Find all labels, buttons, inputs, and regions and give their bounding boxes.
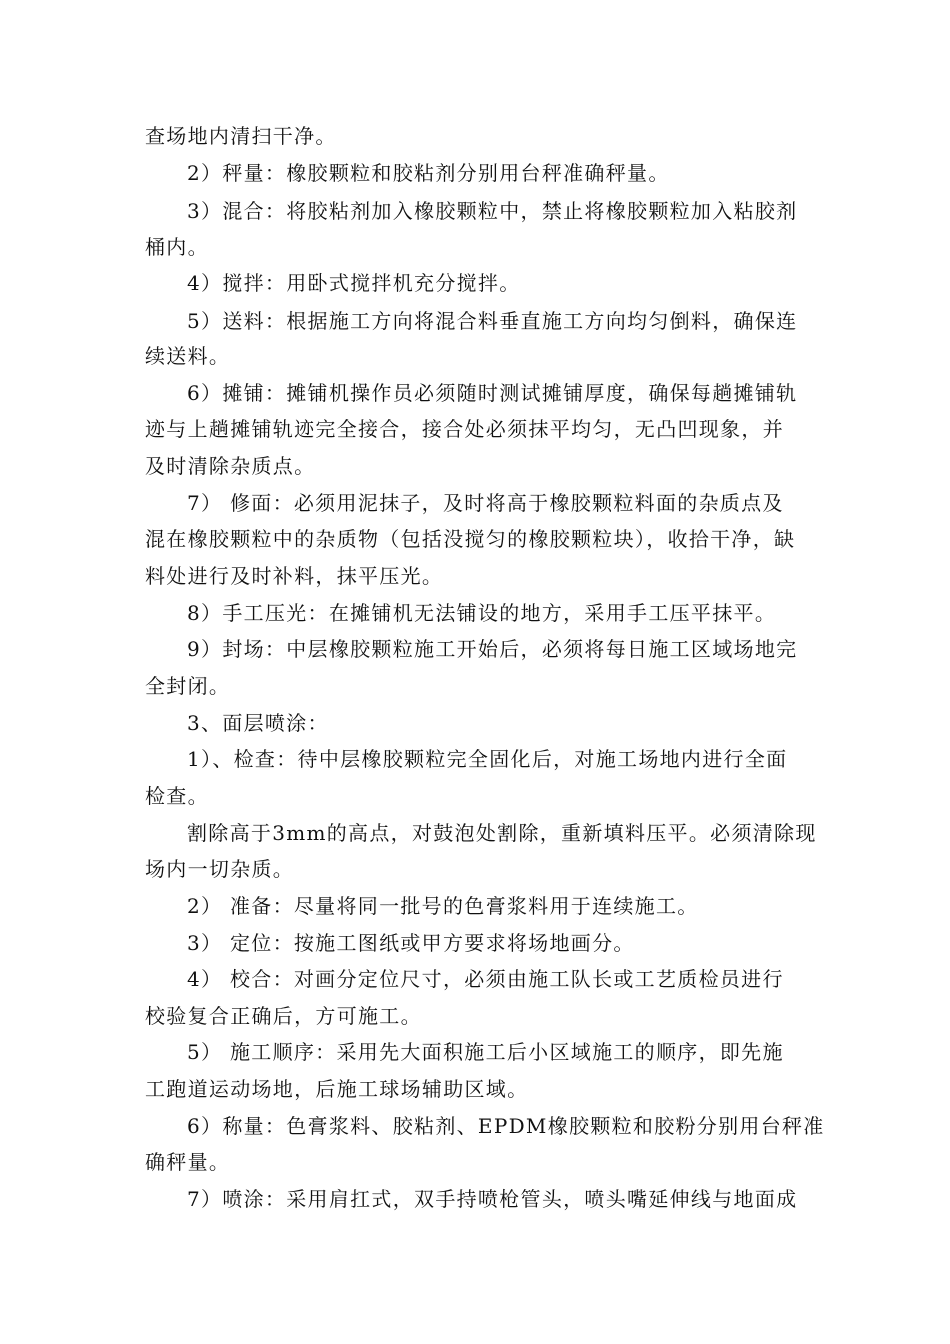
text-line: 及时清除杂质点。 [145,454,316,478]
text-line: 桶内。 [145,235,209,259]
text-line: 割除高于3mm的高点，对鼓泡处割除，重新填料压平。必须清除现 [187,821,817,845]
text-line: 3、面层喷涂： [187,711,329,735]
text-line: 2）秤量：橡胶颗粒和胶粘剂分别用台秤准确秤量。 [187,161,670,185]
text-line: 4） 校合：对画分定位尺寸，必须由施工队长或工艺质检员进行 [187,967,784,991]
text-line: 混在橡胶颗粒中的杂质物（包括没搅匀的橡胶颗粒块），收拾干净，缺 [145,527,796,551]
text-line: 查场地内清扫干净。 [145,124,337,148]
text-line: 6）摊铺：摊铺机操作员必须随时测试摊铺厚度，确保每趟摊铺轨 [187,381,798,405]
text-line: 全封闭。 [145,674,231,698]
text-line: 6）称量：色膏浆料、胶粘剂、EPDM橡胶颗粒和胶粉分别用台秤准 [187,1114,825,1138]
text-line: 料处进行及时补料，抹平压光。 [145,564,444,588]
text-line: 8）手工压光：在摊铺机无法铺设的地方，采用手工压平抹平。 [187,601,777,625]
text-line: 2） 准备：尽量将同一批号的色膏浆料用于连续施工。 [187,894,699,918]
text-line: 迹与上趟摊铺轨迹完全接合，接合处必须抹平均匀，无凸凹现象，并 [145,417,784,441]
text-line: 4）搅拌：用卧式搅拌机充分搅拌。 [187,271,521,295]
text-line: 3） 定位：按施工图纸或甲方要求将场地画分。 [187,931,635,955]
text-line: 9）封场：中层橡胶颗粒施工开始后，必须将每日施工区域场地完 [187,637,798,661]
text-line: 确秤量。 [145,1150,231,1174]
text-line: 校验复合正确后，方可施工。 [145,1004,422,1028]
text-line: 场内一切杂质。 [145,857,295,881]
text-line: 1）、检查：待中层橡胶颗粒完全固化后，对施工场地内进行全面 [187,747,788,771]
text-line: 5） 施工顺序：采用先大面积施工后小区域施工的顺序，即先施 [187,1040,784,1064]
text-line: 7）喷涂：采用肩扛式，双手持喷枪管头，喷头嘴延伸线与地面成 [187,1187,798,1211]
text-line: 检查。 [145,784,209,808]
text-line: 3）混合：将胶粘剂加入橡胶颗粒中，禁止将橡胶颗粒加入粘胶剂 [187,199,798,223]
text-line: 续送料。 [145,344,231,368]
text-line: 工跑道运动场地，后施工球场辅助区域。 [145,1077,529,1101]
text-line: 7） 修面：必须用泥抹子，及时将高于橡胶颗粒料面的杂质点及 [187,491,784,515]
text-line: 5）送料：根据施工方向将混合料垂直施工方向均匀倒料，确保连 [187,309,798,333]
